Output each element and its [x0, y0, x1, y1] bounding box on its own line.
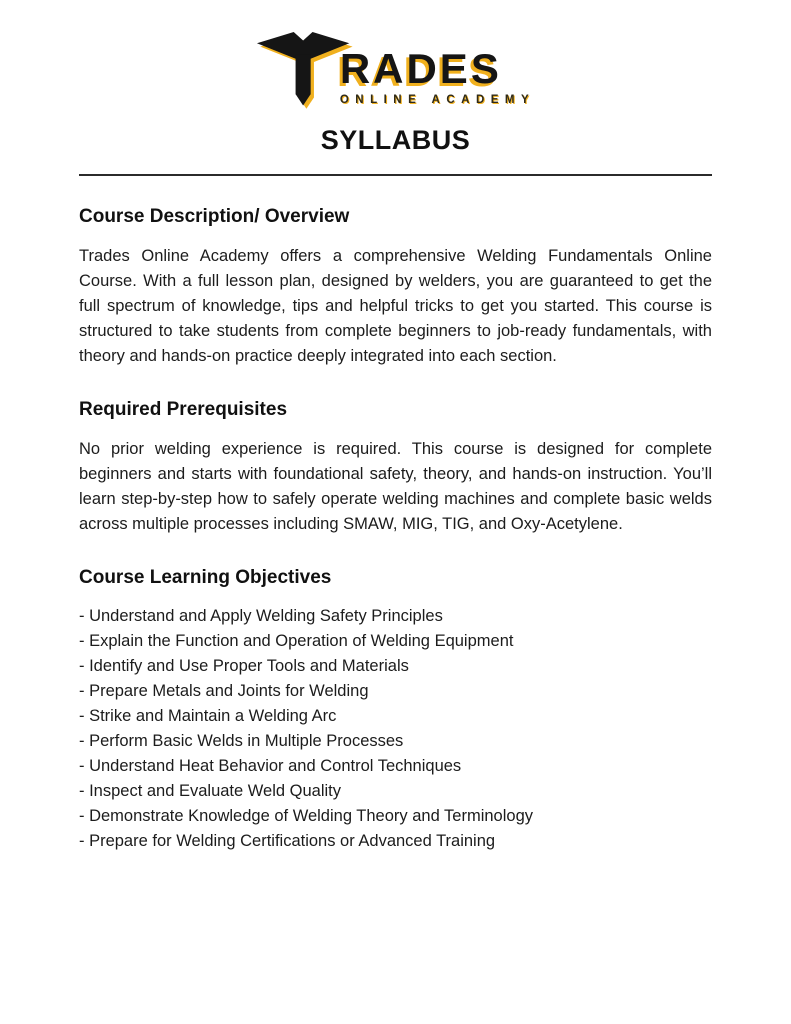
section-heading-prerequisites: Required Prerequisites	[79, 398, 288, 420]
list-item: - Prepare Metals and Joints for Welding	[79, 682, 369, 701]
logo-wordmark: RADES	[339, 45, 502, 92]
logo-text-block	[340, 30, 535, 106]
logo-subtitle: ONLINE ACADEMY	[339, 94, 536, 106]
section-overview	[79, 206, 712, 369]
section-prerequisites	[79, 399, 712, 537]
list-item: - Identify and Use Proper Tools and Materials	[79, 657, 409, 676]
list-item: - Demonstrate Knowledge of Welding Theory and Terminology	[79, 807, 533, 826]
list-item: - Strike and Maintain a Welding Arc	[79, 707, 337, 726]
list-item: - Understand and Apply Welding Safety Principles	[79, 607, 443, 626]
section-body-overview: Trades Online Academy offers a comprehensive Welding Fundamentals Online Course. With a full lesson plan, designed by welders, you are guaranteed to get the full spectrum of knowledge, tips and helpful tricks to get you started. This course is structured to take students from complete beginners to job-ready fundamentals, with theory and hands-on practice deeply integrated into each section.	[79, 246, 712, 365]
list-item: - Prepare for Welding Certifications or Advanced Training	[79, 832, 496, 851]
trades-logo	[79, 30, 712, 115]
section-body-prerequisites: No prior welding experience is required. This course is designed for complete beginners and starts with foundational safety, theory, and hands-on instruction. You’ll learn step-by-step how to safely operate welding machines and complete basic welds across multiple processes including SMAW, MIG, TIG, and Oxy-Acetylene.	[79, 439, 712, 533]
section-heading-overview: Course Description/ Overview	[79, 206, 350, 228]
page-title: SYLLABUS	[320, 125, 471, 155]
section-objectives	[79, 567, 712, 855]
document-body	[79, 206, 712, 854]
list-item: - Inspect and Evaluate Weld Quality	[79, 782, 342, 801]
objectives-list	[79, 604, 712, 854]
list-item: - Perform Basic Welds in Multiple Processes	[79, 732, 404, 751]
list-item: - Explain the Function and Operation of Welding Equipment	[79, 632, 514, 651]
list-item: - Understand Heat Behavior and Control Techniques	[79, 757, 462, 776]
section-heading-objectives: Course Learning Objectives	[79, 566, 332, 588]
title-divider	[79, 174, 712, 176]
document-header	[79, 30, 712, 176]
